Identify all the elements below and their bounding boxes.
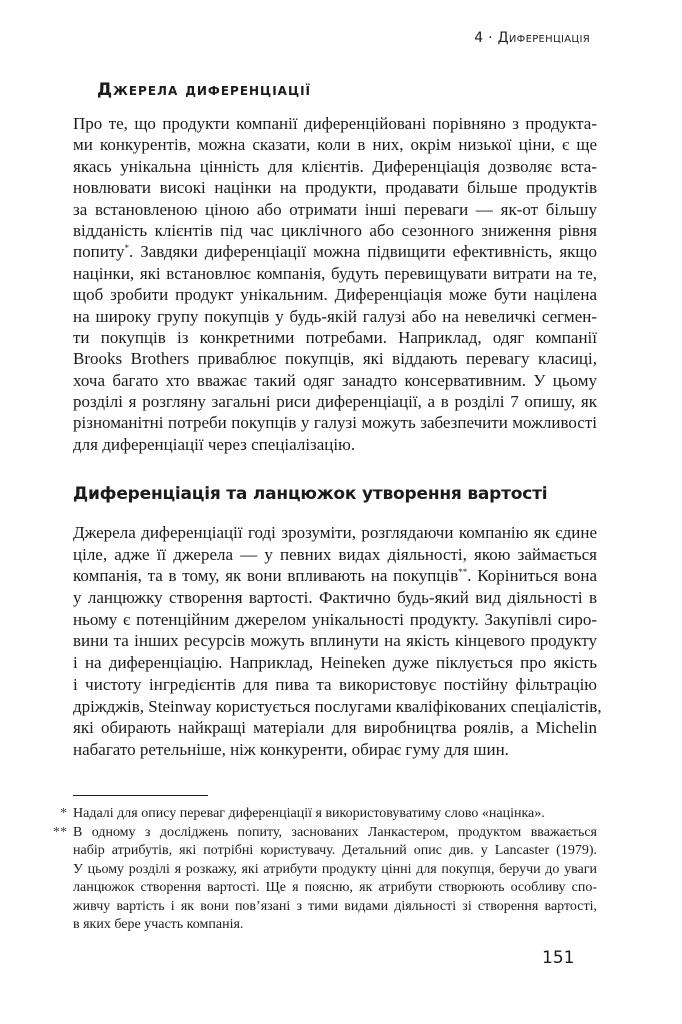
line-text: і на диференціацію. Наприклад, Heineken дуже піклується про якість [73, 653, 597, 673]
text-line [73, 134, 597, 155]
footnote-line: У цьому розділі я розкажу, які атрибути продукту цінні для покупця, беручи до уваги [73, 861, 597, 877]
footnote-marker: * [124, 243, 129, 254]
text-line [73, 412, 597, 433]
line-text: ціле, адже її джерела — у певних видах діяльності, якою займається [73, 544, 597, 564]
text-line [73, 241, 597, 262]
line-text: попиту [73, 242, 125, 262]
footnote-line: живчу вартість і як вони пов’язані з тими видами діяльності зі створення вартості, [73, 898, 597, 914]
line-text: вини та інших ресурсів можуть вплинути на якість кінцевого продукту [73, 631, 597, 651]
text-line [73, 434, 597, 455]
footnote-line: ланцюжок створення вартості. Ще я поясню, як атрибути створюють особливу спо- [73, 880, 597, 896]
text-line [73, 522, 597, 544]
page-number: 151 [542, 948, 575, 968]
footnote-1 [60, 805, 597, 823]
line-text: Про те, що продукти компанії диференційовані порівняно з продукта- [73, 114, 597, 133]
line-text: щоб зробити продукт унікальним. Диференціація може бути націлена [73, 285, 597, 305]
text-line [73, 391, 597, 412]
subheading: Диференціація та ланцюжок утворення вартості [73, 484, 548, 504]
text-line [73, 177, 597, 198]
line-text: хоча багато хто вважає такий одяг занадто консервативним. У цьому [73, 370, 597, 390]
line-text: компанія, та в тому, як вони впливають на покупців [73, 566, 459, 586]
text-line [73, 544, 597, 566]
footnote-line: набір атрибутів, які потрібні користувачу. Детальний опис див. у Lancaster (1979). [73, 843, 597, 859]
text-line [73, 284, 597, 305]
footnote-divider [73, 795, 208, 796]
text-line [73, 717, 597, 739]
line-text: ми конкурентів, можна сказати, коли в них, окрім низької ціни, є ще [73, 135, 597, 155]
line-text: . Коріниться вона [467, 566, 597, 586]
footnote-marker: ** [458, 567, 468, 578]
line-text: і чистоту інгредієнтів для пива та використовує постійну фільтрацію [73, 674, 597, 694]
footnote-line: В одному з досліджень попиту, заснованих Ланкастером, продуктом вважається [73, 825, 597, 840]
text-line [73, 587, 597, 609]
text-line [73, 739, 597, 761]
text-line [73, 220, 597, 241]
text-line [73, 370, 597, 391]
line-text: націнки, які встановлює компанія, будуть перевищувати витрати на те, [73, 263, 597, 283]
line-text: новлювати високі націнки на продукти, продавати більше продуктів [73, 178, 597, 198]
paragraph-2 [73, 522, 602, 761]
text-line [73, 630, 597, 652]
line-text: дріжджів, Steinway користується послугами кваліфікованих спеціалістів, [73, 696, 602, 716]
running-head: 4 · Диференціація [474, 30, 590, 46]
line-text: Brooks Brothers приваблює покупців, які віддають перевагу класиці, [73, 349, 597, 369]
line-text: набагато ретельніше, ніж конкуренти, обирає гуму для шин. [73, 739, 509, 759]
line-text: якась унікальна цінність для клієнтів. Диференціація дозволяє вста- [73, 156, 597, 176]
text-line [73, 156, 597, 177]
footnote-line: в яких бере участь компанія. [73, 916, 244, 932]
text-line [73, 609, 597, 631]
footnote-mark: * [60, 806, 67, 821]
text-line [73, 674, 597, 696]
line-text: розділі я розгляну загальні риси диференціації, а в розділі 7 опишу, як [73, 392, 597, 412]
line-text: різноманітні потреби покупців у галузі можуть забезпечити можливості [73, 413, 597, 433]
line-text: відданість клієнтів під час циклічного або сезонного зниження рівня [73, 220, 597, 240]
line-text: за встановленою ціною або отримати інші переваги — як-от більшу [73, 199, 597, 219]
footnote-2 [53, 824, 597, 934]
text-line [73, 263, 597, 284]
paragraph-1 [73, 113, 597, 455]
text-line [73, 565, 597, 587]
text-line [73, 696, 602, 718]
line-text: у ланцюжку створення вартості. Фактично будь-який вид діяльності в [73, 588, 597, 608]
footnote-mark: ** [53, 825, 67, 840]
text-line [73, 113, 597, 134]
text-line [73, 348, 597, 369]
section-heading: Джерела диференціації [97, 80, 312, 100]
line-text: Джерела диференціації годі зрозуміти, розглядаючи компанію як єдине [73, 523, 597, 542]
line-text: . Завдяки диференціації можна підвищити ефективність, якщо [129, 242, 597, 262]
line-text: ти покупців із конкретними потребами. Наприклад, одяг компанії [73, 327, 597, 347]
line-text: для диференціації через спеціалізацію. [73, 434, 356, 454]
text-line [73, 327, 597, 348]
text-line [73, 306, 597, 327]
footnote-line: Надалі для опису переваг диференціації я використовуватиму слово «націнка». [73, 806, 545, 821]
text-line [73, 199, 597, 220]
line-text: ньому є потенційним джерелом унікальності продукту. Закупівлі сиро- [73, 609, 597, 629]
line-text: на широку групу покупців у будь-якій галузі або на невеличкі сегмен- [73, 306, 597, 326]
line-text: які обирають найкращі матеріали для виробництва роялів, а Michelin [73, 718, 597, 738]
text-line [73, 652, 597, 674]
